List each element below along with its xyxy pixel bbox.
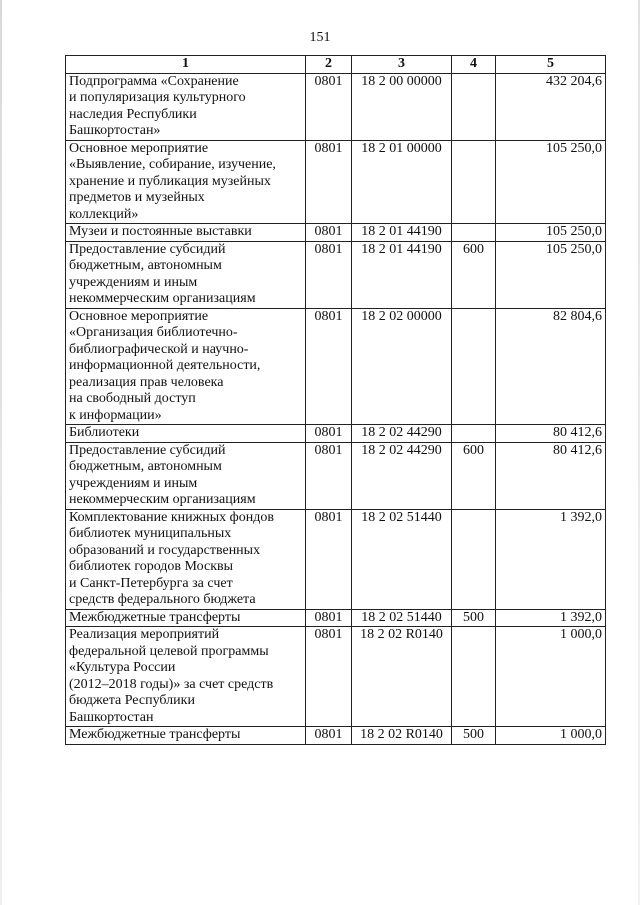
budget-table — [65, 55, 606, 745]
row-name-line: некоммерческим организациям — [69, 291, 256, 306]
row-name-line: наследия Республики — [69, 106, 197, 122]
row-name — [66, 727, 306, 745]
row-name-line: библиотек муниципальных — [69, 526, 232, 541]
row-target-code: 18 2 01 44190 — [352, 224, 452, 242]
row-name — [66, 308, 306, 425]
header-col-3: 3 — [352, 56, 452, 74]
row-expense-type — [452, 73, 496, 140]
row-name-line: Библиотеки — [69, 425, 140, 440]
table-row — [66, 442, 606, 509]
row-name — [66, 627, 306, 727]
row-name-line: к информации» — [69, 407, 162, 423]
row-amount: 1 000,0 — [496, 627, 606, 727]
table-row — [66, 224, 606, 242]
row-section-code: 0801 — [306, 140, 352, 224]
row-target-code: 18 2 00 00000 — [352, 73, 452, 140]
table-row — [66, 425, 606, 443]
row-name-line: коллекций» — [69, 206, 139, 222]
row-name — [66, 609, 306, 627]
row-target-code: 18 2 02 00000 — [352, 308, 452, 425]
row-name-line: реализация прав человека — [69, 374, 224, 390]
table-body — [66, 73, 606, 744]
row-name — [66, 241, 306, 308]
row-expense-type: 500 — [452, 609, 496, 627]
row-name-line: Межбюджетные трансферты — [69, 727, 241, 742]
row-name — [66, 425, 306, 443]
header-row — [66, 56, 606, 74]
row-name-line: Предоставление субсидий — [69, 442, 226, 458]
row-name-line: и Санкт-Петербурга за счет — [69, 575, 233, 591]
header-col-5: 5 — [496, 56, 606, 74]
row-amount: 105 250,0 — [496, 224, 606, 242]
row-name-line: Комплектование книжных фондов — [69, 509, 274, 525]
header-col-4: 4 — [452, 56, 496, 74]
row-amount: 105 250,0 — [496, 241, 606, 308]
row-section-code: 0801 — [306, 425, 352, 443]
row-expense-type: 600 — [452, 241, 496, 308]
row-name-line: Башкортостан» — [69, 123, 161, 138]
row-section-code: 0801 — [306, 509, 352, 609]
row-target-code: 18 2 02 R0140 — [352, 727, 452, 745]
row-section-code: 0801 — [306, 442, 352, 509]
row-name-line: Предоставление субсидий — [69, 241, 226, 257]
row-name-line: на свободный доступ — [69, 391, 196, 406]
row-name-line: Основное мероприятие — [69, 308, 209, 324]
row-expense-type: 500 — [452, 727, 496, 745]
row-amount: 105 250,0 — [496, 140, 606, 224]
row-name-line: (2012–2018 годы)» за счет средств — [69, 676, 274, 692]
header-col-1: 1 — [66, 56, 306, 74]
row-name-line: «Организация библиотечно- — [69, 325, 238, 340]
table-row — [66, 73, 606, 140]
row-expense-type — [452, 308, 496, 425]
row-target-code: 18 2 01 44190 — [352, 241, 452, 308]
row-name-line: Подпрограмма «Сохранение — [69, 73, 239, 89]
row-expense-type — [452, 627, 496, 727]
row-amount: 1 000,0 — [496, 727, 606, 745]
row-target-code: 18 2 02 51440 — [352, 609, 452, 627]
row-target-code: 18 2 01 00000 — [352, 140, 452, 224]
row-expense-type — [452, 140, 496, 224]
row-amount: 432 204,6 — [496, 73, 606, 140]
row-name-line: «Культура России — [69, 660, 176, 675]
row-name-line: библиографической и научно- — [69, 341, 249, 357]
row-target-code: 18 2 02 51440 — [352, 509, 452, 609]
row-name-line: «Выявление, собирание, изучение, — [69, 157, 276, 172]
table-row — [66, 308, 606, 425]
row-target-code: 18 2 02 44290 — [352, 442, 452, 509]
row-name — [66, 442, 306, 509]
row-name-line: информационной деятельности, — [69, 358, 261, 373]
row-name-line: Основное мероприятие — [69, 140, 209, 156]
row-target-code: 18 2 02 R0140 — [352, 627, 452, 727]
row-name-line: бюджетным, автономным — [69, 258, 222, 273]
header-col-2: 2 — [306, 56, 352, 74]
row-expense-type: 600 — [452, 442, 496, 509]
table-row — [66, 140, 606, 224]
row-expense-type — [452, 509, 496, 609]
table-row — [66, 609, 606, 627]
row-name-line: предметов и музейных — [69, 190, 205, 205]
row-name-line: образований и государственных — [69, 542, 261, 558]
row-section-code: 0801 — [306, 241, 352, 308]
row-amount: 80 412,6 — [496, 425, 606, 443]
row-expense-type — [452, 224, 496, 242]
table-row — [66, 509, 606, 609]
row-section-code: 0801 — [306, 627, 352, 727]
row-name — [66, 73, 306, 140]
row-name-line: бюджетным, автономным — [69, 459, 222, 474]
row-name-line: бюджета Республики — [69, 693, 195, 708]
row-name-line: библиотек городов Москвы — [69, 559, 234, 574]
row-name — [66, 509, 306, 609]
row-amount: 1 392,0 — [496, 609, 606, 627]
row-section-code: 0801 — [306, 73, 352, 140]
row-name-line: некоммерческим организациям — [69, 492, 256, 507]
row-name-line: Музеи и постоянные выставки — [69, 224, 252, 239]
row-name — [66, 140, 306, 224]
table-row — [66, 627, 606, 727]
scan-edge-left — [0, 0, 2, 905]
row-name-line: хранение и публикация музейных — [69, 173, 271, 189]
table-row — [66, 727, 606, 745]
row-target-code: 18 2 02 44290 — [352, 425, 452, 443]
row-name-line: учреждениям и иным — [69, 274, 198, 290]
row-amount: 80 412,6 — [496, 442, 606, 509]
row-name-line: средств федерального бюджета — [69, 592, 256, 607]
row-section-code: 0801 — [306, 609, 352, 627]
row-name-line: Башкортостан — [69, 709, 154, 725]
row-section-code: 0801 — [306, 727, 352, 745]
row-section-code: 0801 — [306, 308, 352, 425]
row-section-code: 0801 — [306, 224, 352, 242]
row-name-line: Реализация мероприятий — [69, 627, 220, 642]
row-name-line: Межбюджетные трансферты — [69, 609, 241, 625]
row-name — [66, 224, 306, 242]
row-name-line: федеральной целевой программы — [69, 643, 269, 659]
page-number: 151 — [309, 30, 331, 45]
row-amount: 82 804,6 — [496, 308, 606, 425]
row-name-line: учреждениям и иным — [69, 475, 198, 491]
row-amount: 1 392,0 — [496, 509, 606, 609]
row-name-line: и популяризация культурного — [69, 90, 246, 105]
table-row — [66, 241, 606, 308]
row-expense-type — [452, 425, 496, 443]
